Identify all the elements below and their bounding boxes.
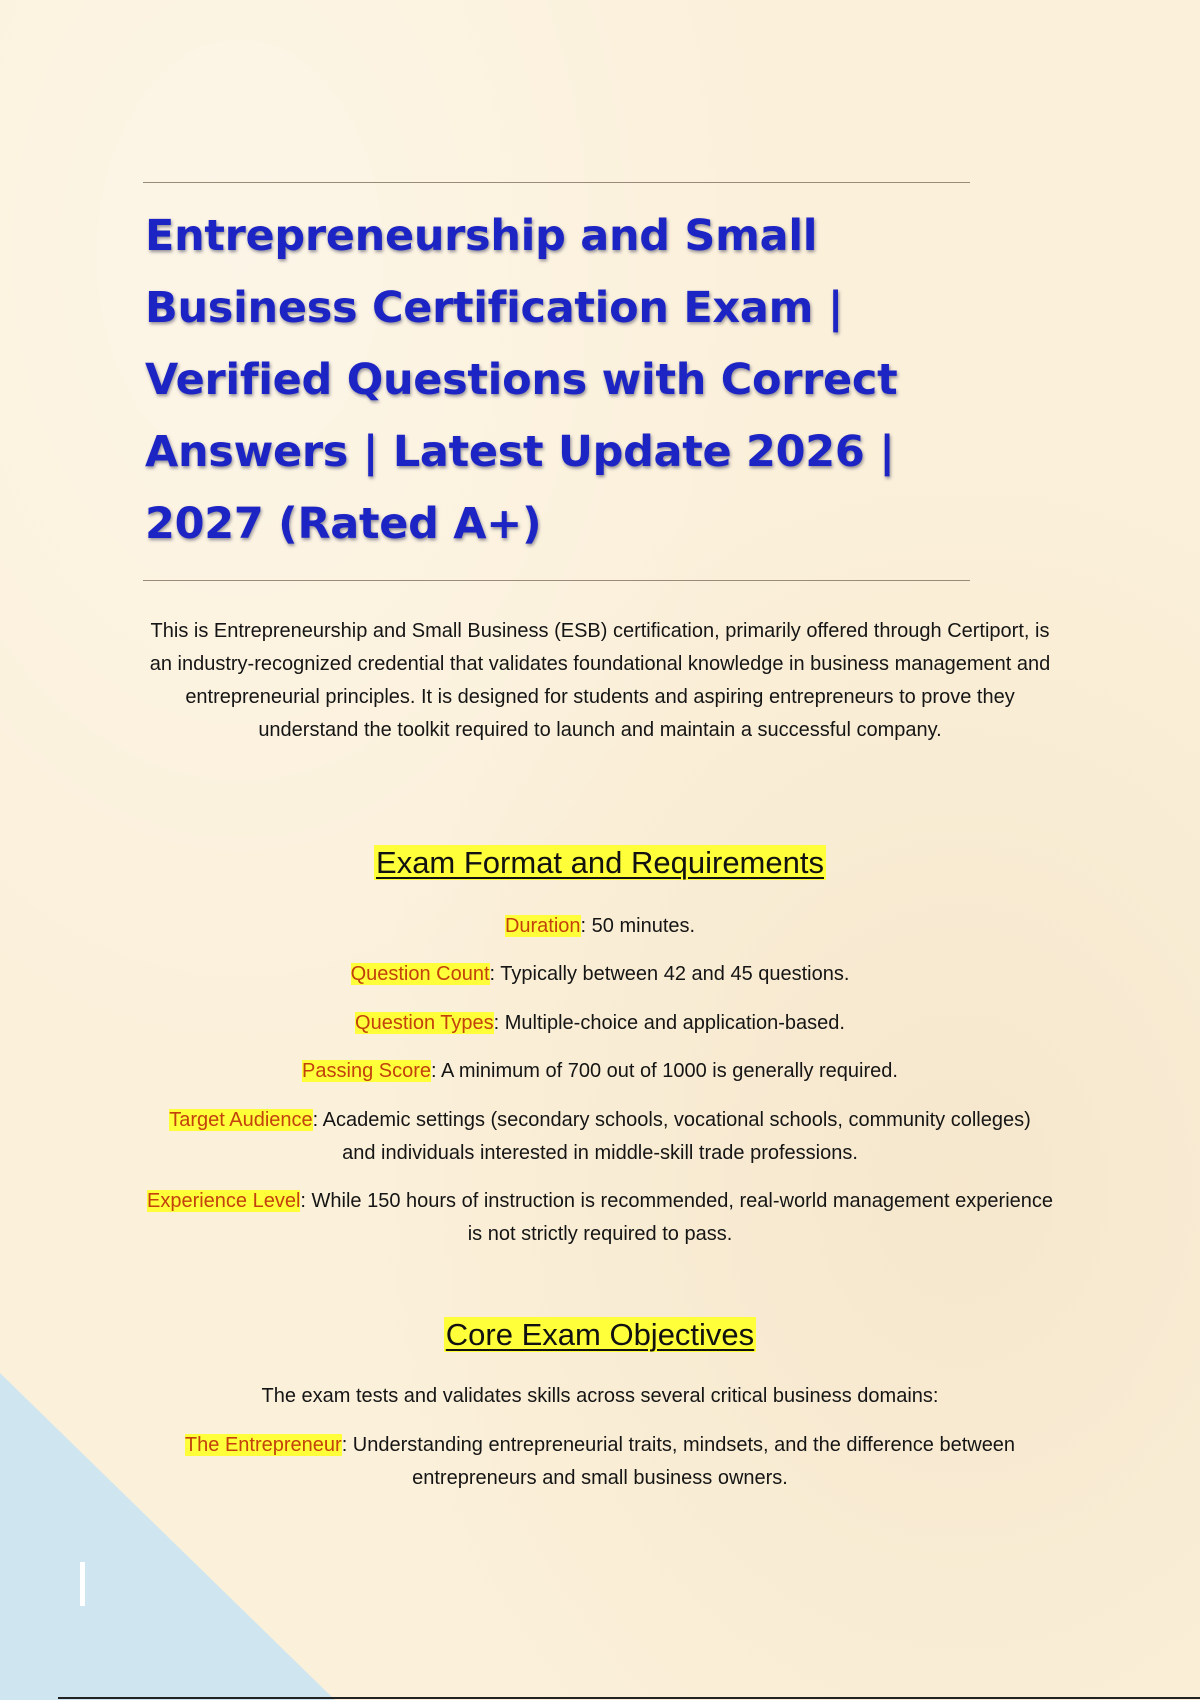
format-item-question-types	[143, 1007, 1057, 1040]
format-item-label: Question Types	[355, 1012, 494, 1034]
format-item-label: Passing Score	[302, 1060, 432, 1082]
format-item-text: : 50 minutes.	[580, 915, 696, 937]
title-divider	[143, 580, 970, 581]
exam-format-heading	[143, 845, 1057, 881]
core-objectives-heading	[143, 1317, 1057, 1353]
format-item-target-audience	[160, 1104, 1040, 1170]
format-item-text: : Typically between 42 and 45 questions.	[489, 963, 850, 985]
bottom-divider	[58, 1697, 1200, 1699]
objective-item-label: The Entrepreneur	[184, 1434, 342, 1456]
corner-triangle-shape	[0, 1373, 335, 1700]
format-item-label: Target Audience	[169, 1109, 313, 1131]
objective-item-text: : Understanding entrepreneurial traits, mindsets, and the difference between entrepreneurs and small business owners.	[341, 1434, 1016, 1489]
format-item-label: Question Count	[350, 963, 490, 985]
objective-item-entrepreneur	[175, 1429, 1025, 1495]
document-title: Entrepreneurship and Small Business Certification Exam | Verified Questions with Correct Answers | Latest Update 2026 | 2027 (Rated A+)	[145, 211, 898, 549]
format-item-duration	[143, 910, 1057, 943]
top-divider	[143, 182, 970, 183]
format-item-label: Experience Level	[146, 1190, 301, 1212]
format-item-text: : Multiple-choice and application-based.	[493, 1012, 845, 1034]
exam-format-heading-text: Exam Format and Requirements	[376, 845, 824, 880]
format-item-passing-score	[143, 1055, 1057, 1088]
format-item-text: : While 150 hours of instruction is recommended, real-world management experience is not strictly required to pass.	[300, 1190, 1054, 1245]
format-item-text: : Academic settings (secondary schools, vocational schools, community colleges) and individuals interested in middle-skill trade professions.	[312, 1109, 1031, 1164]
page-marker	[80, 1562, 85, 1606]
objectives-intro: The exam tests and validates skills across several critical business domains:	[261, 1385, 939, 1407]
core-objectives-heading-text: Core Exam Objectives	[445, 1317, 755, 1352]
format-item-question-count	[143, 958, 1057, 991]
intro-paragraph: This is Entrepreneurship and Small Business (ESB) certification, primarily offered through Certiport, is an industry-recognized credential that validates foundational knowledge in business management and entrepreneurial principles. It is designed for students and aspiring entrepreneurs to prove they understand the toolkit required to launch and maintain a successful company.	[149, 620, 1051, 741]
format-item-experience-level	[143, 1185, 1057, 1251]
format-item-text: : A minimum of 700 out of 1000 is generally required.	[431, 1060, 898, 1082]
format-item-label: Duration	[504, 915, 581, 937]
